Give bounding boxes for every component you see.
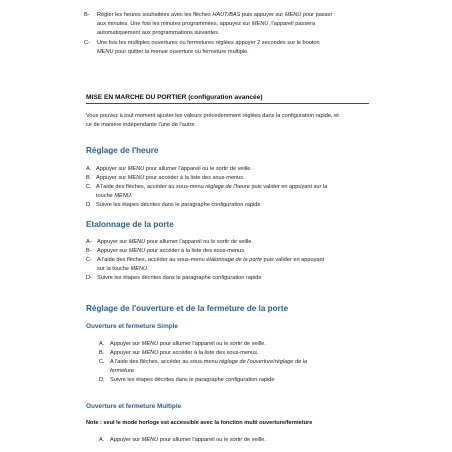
list-item-line: Appuyer sur MENU pour allumer l'appareil ou le sortir de veille. <box>97 239 253 245</box>
list-marker: C- <box>86 257 92 263</box>
heading-reglage-ouverture: Réglage de l'ouverture et de la fermeture de la porte <box>86 304 289 313</box>
heading-etalonnage: Etalonnage de la porte <box>86 220 174 229</box>
list-marker: B- <box>84 12 90 18</box>
list-item-line: Suivre les étapes décrites dans le paragraphe configuration rapide <box>97 275 262 281</box>
list-item-line: aux minutes. Une fois les minutes programmées, appuyez sur MENU, l'appareil passera <box>97 21 316 27</box>
list-item-line: Suivre les étapes décrites dans le paragraphe configuration rapide <box>96 202 261 208</box>
list-marker: A. <box>99 437 105 443</box>
list-item-line: Une fois les multiples ouvertures ou fermetures réglées appuyer 2 secondes sur le bouton <box>97 40 320 46</box>
section-rule <box>86 103 369 104</box>
list-marker: B- <box>86 248 92 254</box>
list-item-line: A l'aide des flèches, accéder au sous-menu réglage de l'heure puis valider en appuyant sur la <box>96 184 328 190</box>
list-marker: A. <box>99 341 105 347</box>
list-item-line: sur la touche MENU. <box>97 266 149 272</box>
list-item-line: Appuyer sur MENU pour allumer l'appareil ou le sortir de veille. <box>110 437 266 443</box>
list-marker: C. <box>86 184 92 190</box>
list-item-line: fermeture <box>110 368 134 374</box>
list-marker: C- <box>84 40 90 46</box>
heading-ouverture-multiple: Ouverture et fermeture Multiple <box>86 403 182 410</box>
section-title: MISE EN MARCHE DU PORTIER (configuration avancée) <box>86 94 263 101</box>
list-marker: B. <box>86 175 92 181</box>
section-intro-line: Vous pouvez à tout moment ajuster les valeurs précedemment réglées dans la configuration rapide, et <box>86 113 339 119</box>
list-item-line: Appuyer sur MENU pour allumer l'appareil ou le sortir de veille. <box>110 341 266 347</box>
list-item-line: A l'aide des flèches, accéder au sous-menu étalonnage de la porte puis valider en appuyant <box>97 257 325 263</box>
list-marker: A. <box>86 166 92 172</box>
list-item-line: Régler les heures souhaitées avec les flèches HAUT/BAS puis appuyer sur MENU pour passer <box>97 12 333 18</box>
list-marker: A- <box>86 239 92 245</box>
note-multiple: Note : seul le mode horloge est accessible avec la fonction multi ouverture/fermeture <box>86 420 313 426</box>
list-item-line: touche MENU. <box>96 193 133 199</box>
list-item-line: Appuyer sur MENU pour accéder à la liste des sous-menus. <box>110 350 259 356</box>
list-item-line: Appuyer sur MENU pour allumer l'appareil ou le sortir de veille. <box>96 166 252 172</box>
heading-ouverture-simple: Ouverture et fermeture Simple <box>86 323 178 330</box>
list-marker: C. <box>99 359 105 365</box>
heading-reglage-heure: Réglage de l'heure <box>86 146 159 155</box>
list-marker: B. <box>99 350 105 356</box>
list-marker: D. <box>86 202 92 208</box>
list-item-line: Appuyer sur MENU pour accéder à la liste des sous-menus. <box>97 248 246 254</box>
list-item-line: A l'aide des flèches, accéder au sous-menu réglage de l'ouverture/réglage de la <box>110 359 308 365</box>
list-marker: D- <box>86 275 92 281</box>
list-marker: D. <box>99 377 105 383</box>
list-item-line: Suivre les étapes décrites dans le paragraphe configuration rapide <box>110 377 275 383</box>
list-item-line: Appuyer sur MENU pour accéder à la liste des sous-menus. <box>96 175 245 181</box>
list-item-line: automatiquement aux programmations suivantes. <box>97 30 220 36</box>
list-item-line: MENU pour quitter la menue ouverture ou fermeture multiple. <box>97 49 249 55</box>
section-intro-line: ce de manière indépendante l'une de l'autre. <box>86 122 197 128</box>
